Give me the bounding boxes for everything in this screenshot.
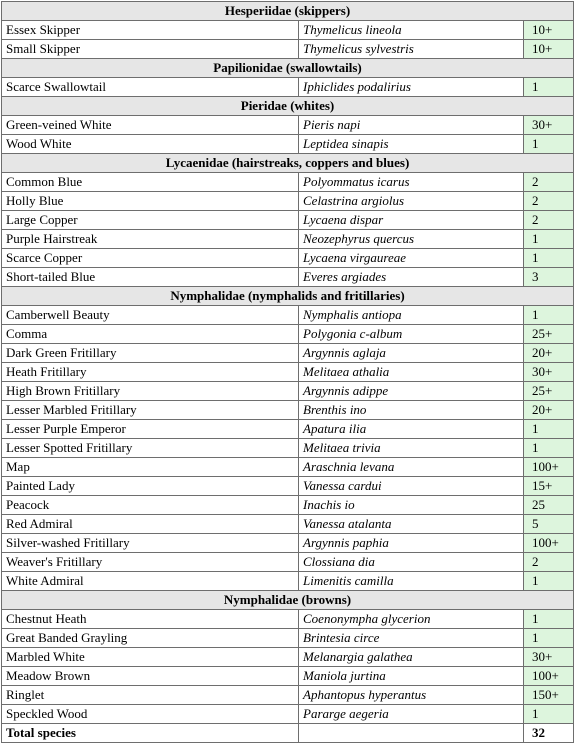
latin-name: Neozephyrus quercus — [299, 230, 524, 249]
common-name: Common Blue — [2, 173, 299, 192]
species-row — [2, 553, 574, 572]
common-name: Scarce Copper — [2, 249, 299, 268]
common-name: Holly Blue — [2, 192, 299, 211]
count: 30+ — [524, 116, 574, 135]
species-row — [2, 192, 574, 211]
family-header: Nymphalidae (browns) — [2, 591, 574, 610]
count: 10+ — [524, 40, 574, 59]
common-name: Heath Fritillary — [2, 363, 299, 382]
family-header-row — [2, 591, 574, 610]
species-table-body — [2, 2, 574, 743]
latin-name: Argynnis aglaja — [299, 344, 524, 363]
family-header: Nymphalidae (nymphalids and fritillaries) — [2, 287, 574, 306]
family-header-row — [2, 97, 574, 116]
common-name: Comma — [2, 325, 299, 344]
common-name: Lesser Spotted Fritillary — [2, 439, 299, 458]
latin-name: Polyommatus icarus — [299, 173, 524, 192]
count: 1 — [524, 572, 574, 591]
latin-name: Coenonympha glycerion — [299, 610, 524, 629]
species-row — [2, 515, 574, 534]
latin-name: Inachis io — [299, 496, 524, 515]
count: 2 — [524, 173, 574, 192]
count: 2 — [524, 192, 574, 211]
count: 25 — [524, 496, 574, 515]
common-name: Silver-washed Fritillary — [2, 534, 299, 553]
species-row — [2, 382, 574, 401]
count: 1 — [524, 230, 574, 249]
species-row — [2, 306, 574, 325]
latin-name: Argynnis paphia — [299, 534, 524, 553]
species-row — [2, 363, 574, 382]
common-name: Lesser Purple Emperor — [2, 420, 299, 439]
total-label: Total species — [2, 724, 299, 743]
common-name: Small Skipper — [2, 40, 299, 59]
count: 1 — [524, 306, 574, 325]
latin-name: Nymphalis antiopa — [299, 306, 524, 325]
common-name: Chestnut Heath — [2, 610, 299, 629]
common-name: Dark Green Fritillary — [2, 344, 299, 363]
common-name: Wood White — [2, 135, 299, 154]
species-row — [2, 496, 574, 515]
species-row — [2, 211, 574, 230]
common-name: High Brown Fritillary — [2, 382, 299, 401]
family-header: Lycaenidae (hairstreaks, coppers and blues) — [2, 154, 574, 173]
latin-name: Maniola jurtina — [299, 667, 524, 686]
species-row — [2, 458, 574, 477]
common-name: Meadow Brown — [2, 667, 299, 686]
latin-name: Leptidea sinapis — [299, 135, 524, 154]
latin-name: Argynnis adippe — [299, 382, 524, 401]
species-row — [2, 40, 574, 59]
species-row — [2, 610, 574, 629]
total-empty — [299, 724, 524, 743]
common-name: Map — [2, 458, 299, 477]
latin-name: Aphantopus hyperantus — [299, 686, 524, 705]
species-row — [2, 116, 574, 135]
latin-name: Melitaea trivia — [299, 439, 524, 458]
species-row — [2, 21, 574, 40]
common-name: Lesser Marbled Fritillary — [2, 401, 299, 420]
count: 1 — [524, 610, 574, 629]
species-row — [2, 686, 574, 705]
species-row — [2, 572, 574, 591]
latin-name: Pararge aegeria — [299, 705, 524, 724]
count: 1 — [524, 439, 574, 458]
common-name: Large Copper — [2, 211, 299, 230]
count: 1 — [524, 705, 574, 724]
latin-name: Vanessa cardui — [299, 477, 524, 496]
common-name: Great Banded Grayling — [2, 629, 299, 648]
common-name: Marbled White — [2, 648, 299, 667]
species-row — [2, 135, 574, 154]
family-header-row — [2, 59, 574, 78]
common-name: Camberwell Beauty — [2, 306, 299, 325]
latin-name: Vanessa atalanta — [299, 515, 524, 534]
species-row — [2, 648, 574, 667]
count: 20+ — [524, 344, 574, 363]
count: 100+ — [524, 667, 574, 686]
butterfly-species-table — [1, 1, 574, 743]
common-name: White Admiral — [2, 572, 299, 591]
species-row — [2, 173, 574, 192]
latin-name: Iphiclides podalirius — [299, 78, 524, 97]
latin-name: Celastrina argiolus — [299, 192, 524, 211]
count: 25+ — [524, 382, 574, 401]
latin-name: Lycaena dispar — [299, 211, 524, 230]
latin-name: Limenitis camilla — [299, 572, 524, 591]
latin-name: Everes argiades — [299, 268, 524, 287]
count: 5 — [524, 515, 574, 534]
count: 30+ — [524, 363, 574, 382]
count: 1 — [524, 629, 574, 648]
common-name: Painted Lady — [2, 477, 299, 496]
latin-name: Brintesia circe — [299, 629, 524, 648]
latin-name: Apatura ilia — [299, 420, 524, 439]
common-name: Weaver's Fritillary — [2, 553, 299, 572]
family-header: Papilionidae (swallowtails) — [2, 59, 574, 78]
species-row — [2, 78, 574, 97]
species-row — [2, 268, 574, 287]
latin-name: Clossiana dia — [299, 553, 524, 572]
species-row — [2, 249, 574, 268]
common-name: Essex Skipper — [2, 21, 299, 40]
common-name: Speckled Wood — [2, 705, 299, 724]
count: 100+ — [524, 534, 574, 553]
count: 2 — [524, 553, 574, 572]
count: 30+ — [524, 648, 574, 667]
species-row — [2, 477, 574, 496]
count: 20+ — [524, 401, 574, 420]
common-name: Peacock — [2, 496, 299, 515]
species-row — [2, 705, 574, 724]
latin-name: Pieris napi — [299, 116, 524, 135]
latin-name: Thymelicus lineola — [299, 21, 524, 40]
species-row — [2, 629, 574, 648]
total-count: 32 — [524, 724, 574, 743]
family-header-row — [2, 287, 574, 306]
family-header: Hesperiidae (skippers) — [2, 2, 574, 21]
count: 1 — [524, 135, 574, 154]
count: 10+ — [524, 21, 574, 40]
count: 3 — [524, 268, 574, 287]
species-row — [2, 325, 574, 344]
common-name: Red Admiral — [2, 515, 299, 534]
latin-name: Lycaena virgaureae — [299, 249, 524, 268]
total-row — [2, 724, 574, 743]
latin-name: Polygonia c-album — [299, 325, 524, 344]
common-name: Ringlet — [2, 686, 299, 705]
family-header-row — [2, 2, 574, 21]
count: 1 — [524, 420, 574, 439]
latin-name: Melitaea athalia — [299, 363, 524, 382]
species-row — [2, 534, 574, 553]
latin-name: Melanargia galathea — [299, 648, 524, 667]
latin-name: Araschnia levana — [299, 458, 524, 477]
species-row — [2, 401, 574, 420]
count: 25+ — [524, 325, 574, 344]
common-name: Green-veined White — [2, 116, 299, 135]
species-row — [2, 439, 574, 458]
count: 1 — [524, 78, 574, 97]
species-row — [2, 667, 574, 686]
family-header: Pieridae (whites) — [2, 97, 574, 116]
family-header-row — [2, 154, 574, 173]
count: 150+ — [524, 686, 574, 705]
latin-name: Brenthis ino — [299, 401, 524, 420]
common-name: Short-tailed Blue — [2, 268, 299, 287]
common-name: Scarce Swallowtail — [2, 78, 299, 97]
count: 1 — [524, 249, 574, 268]
species-row — [2, 420, 574, 439]
count: 100+ — [524, 458, 574, 477]
species-row — [2, 344, 574, 363]
latin-name: Thymelicus sylvestris — [299, 40, 524, 59]
common-name: Purple Hairstreak — [2, 230, 299, 249]
species-row — [2, 230, 574, 249]
count: 2 — [524, 211, 574, 230]
count: 15+ — [524, 477, 574, 496]
